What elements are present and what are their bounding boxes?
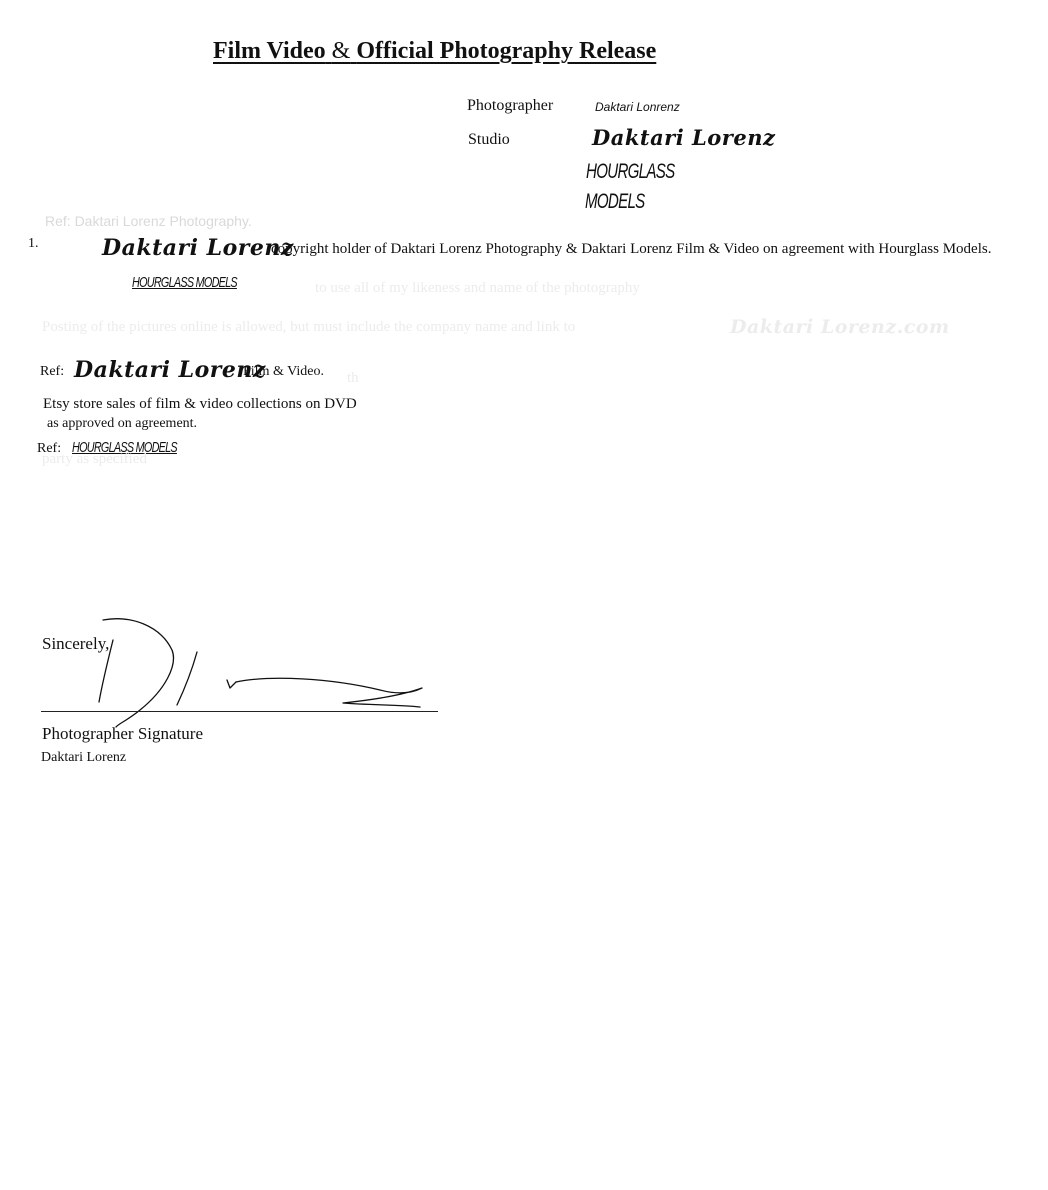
photographer-label: Photographer (467, 97, 554, 114)
item-number: 1. (28, 236, 39, 251)
hourglass-inline-logo: HOURGLASS MODELS (132, 274, 237, 291)
item1-logo: Daktari Lorenz (102, 235, 294, 261)
faded-link: Daktari Lorenz.com (730, 316, 950, 338)
ref2-logo: HOURGLASS MODELS (72, 439, 177, 456)
ref-logo: Daktari Lorenz (74, 357, 266, 383)
ref2-label: Ref: (37, 441, 62, 456)
signer-name: Daktari Lorenz (41, 750, 127, 765)
faded-line3: party as specified (42, 451, 147, 467)
faded-line2: Posting of the pictures online is allowed, but must include the company name and link to (42, 319, 576, 335)
etsy-line2: as approved on agreement. (47, 416, 198, 431)
item1-text: copyright holder of Daktari Lorenz Photography & Daktari Lorenz Film & Video on agreement with Hourglass Models. (271, 241, 992, 257)
models-logo-line2: MODELS (585, 190, 645, 213)
ref-label: Ref: (40, 364, 65, 379)
title-ampersand: & (331, 38, 351, 64)
faded-ref: Ref: Daktari Lorenz Photography. (45, 213, 252, 229)
etsy-line1: Etsy store sales of film & video collections on DVD (43, 396, 357, 412)
signature-line (41, 711, 438, 712)
ref-text: Film & Video. (243, 364, 324, 379)
studio-logo: Daktari Lorenz (592, 125, 776, 150)
closing-text: Sincerely, (42, 634, 110, 653)
title-part2: Official Photography Release (356, 38, 657, 64)
signature-label: Photographer Signature (42, 724, 203, 743)
photographer-value: Daktari Lonrenz (595, 100, 680, 114)
studio-label: Studio (468, 131, 510, 148)
faded-th: th (347, 370, 359, 386)
title-part1: Film Video (213, 38, 326, 64)
models-logo-line1: HOURGLASS (586, 160, 675, 183)
faded-line1: to use all of my likeness and name of the photography (315, 280, 640, 296)
